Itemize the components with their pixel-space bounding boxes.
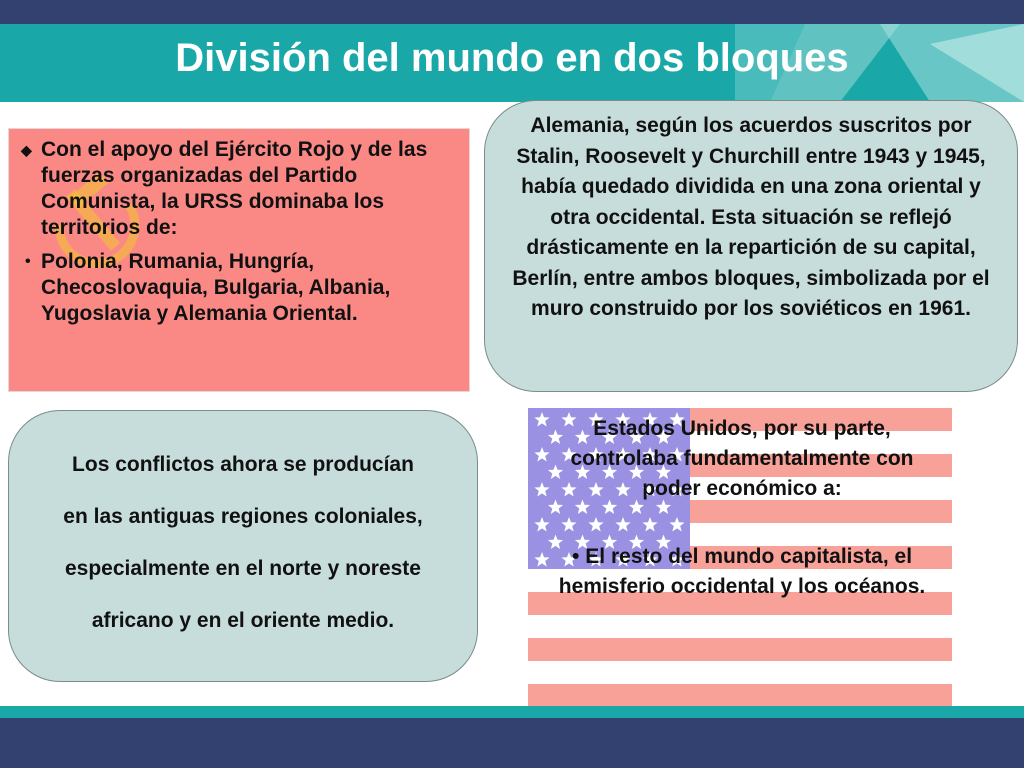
urss-intro-item [21,137,455,241]
dot-bullet-icon: • [571,545,580,568]
usa-text-block [540,414,944,602]
conflicts-line: en las antiguas regiones coloniales, [63,505,423,528]
top-navy-bar [0,0,1024,24]
urss-intro-text: Con el apoyo del Ejército Rojo y de las fuerzas organizadas del Partido Comunista, la URSS dominaba los territorios de: [41,138,428,239]
conflicts-line: especialmente en el norte y noreste [65,557,421,580]
germany-bubble [484,100,1018,392]
urss-box [8,128,470,392]
bottom-navy-bar [0,718,1024,768]
urss-countries-text: Polonia, Rumania, Hungría, Checoslovaquia, Bulgaria, Albania, Yugoslavia y Alemania Oriental. [41,250,391,325]
conflicts-line: Los conflictos ahora se producían [72,453,414,476]
conflicts-bubble [8,410,478,682]
urss-countries-item [21,249,455,327]
dot-bullet-icon: • [25,253,31,270]
usa-intro: Estados Unidos, por su parte, controlaba fundamentalmente con poder económico a: [570,417,914,500]
usa-item [540,542,944,602]
conflicts-line: africano y en el oriente medio. [91,609,395,632]
urss-list [9,129,469,327]
bottom-teal-bar [0,706,1024,718]
usa-item-text: El resto del mundo capitalista, el hemisferio occidental y los océanos. [558,545,926,598]
slide-title: División del mundo en dos bloques [175,36,849,80]
diamond-bullet-icon: ◆ [21,142,32,158]
germany-text: Alemania, según los acuerdos suscritos por Stalin, Roosevelt y Churchill entre 1943 y 1945, había quedado dividida en una zona oriental y otra occidental. Esta situación se reflejó drásticamente en la repartición de su capital, Berlín, entre ambos bloques, simbolizada por el muro construido por los soviéticos en 1961. [512,114,990,320]
